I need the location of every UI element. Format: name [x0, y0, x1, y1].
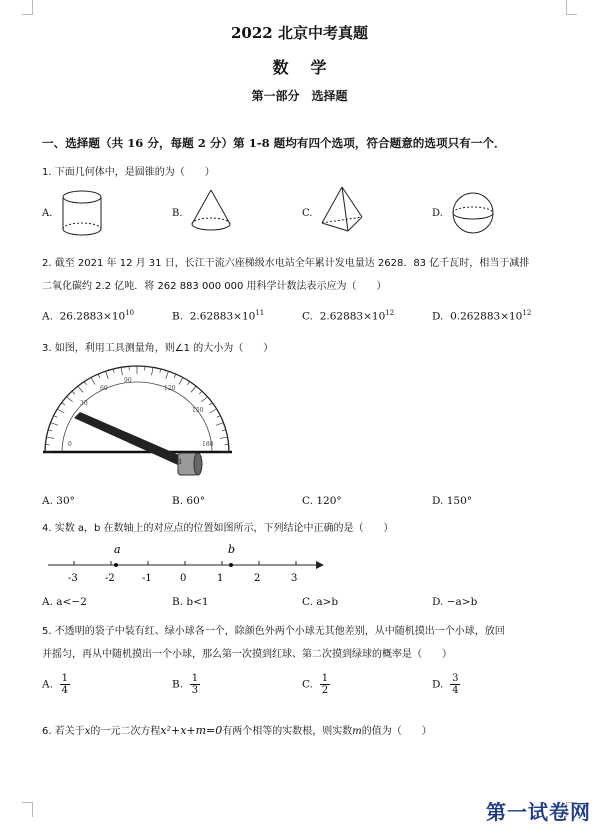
point-a-label: a	[114, 543, 121, 556]
q4-option-a: A. a<−2	[42, 596, 87, 608]
q1-option-d-label: D.	[432, 208, 443, 219]
exam-title: 2022 北京中考真题	[231, 24, 368, 42]
q2-option-d: D. $0.262883\times 10^{12}$	[432, 309, 532, 323]
q1-option-b-label: B.	[172, 208, 183, 219]
protractor-tick	[210, 409, 217, 413]
point-a	[114, 563, 118, 567]
scale-label: 150	[192, 407, 204, 414]
q5-option-b: B. $\frac{1}{3}$	[172, 673, 199, 696]
question-5-stem-line1: 5. 不透明的袋子中装有红、绿小球各一个，除颜色外两个小球无其他差别，从中随机摸出一个小球，放回	[42, 626, 505, 637]
protractor-tick	[166, 371, 169, 379]
cone-icon	[188, 188, 234, 236]
scale-label: 180	[202, 441, 214, 448]
question-4-stem: 4. 实数 a，b 在数轴上的对应点的位置如图所示，下列结论中正确的是（ ）	[42, 523, 394, 534]
q3-option-b: B. 60°	[172, 495, 206, 507]
protractor-tick	[220, 437, 228, 438]
protractor-tick	[187, 382, 189, 385]
q3-option-d: D. 150°	[432, 495, 473, 507]
question-6-stem: 6. 若关于x的一元二次方程x²+x+m=0有两个相等的实数根，则实数m的值为（ ）	[42, 724, 432, 737]
part-title: 第一部分 选择题	[251, 89, 348, 103]
protractor-tick	[91, 378, 95, 385]
watermark-logo: 第一试卷网	[486, 800, 591, 824]
protractor-tick	[51, 423, 59, 426]
q3-option-a: A. 30°	[42, 495, 75, 507]
tick-label: 2	[254, 573, 261, 584]
subject-title: 数学	[272, 58, 349, 77]
q4-option-c: C. a>b	[302, 596, 339, 608]
cylinder-icon	[60, 188, 104, 240]
tick-label: -2	[105, 573, 115, 584]
q1-option-c-label: C.	[302, 208, 313, 219]
q3-option-c: C. 120°	[302, 495, 342, 507]
protractor-tick	[222, 430, 226, 431]
sphere-icon	[450, 190, 496, 236]
tick-label: 1	[217, 573, 224, 584]
protractor-tick	[78, 386, 83, 392]
protractor-tick	[57, 409, 64, 413]
tick-label: -3	[68, 573, 78, 584]
q2-option-a: A. $26.2883\times 10^{10}$	[42, 309, 135, 323]
corner-mark	[22, 802, 33, 817]
question-3-stem: 3. 如图，利用工具测量角，则∠1 的大小为（ ）	[42, 343, 274, 354]
protractor-tick	[217, 416, 221, 418]
q2-option-b: B. $2.62883\times 10^{11}$	[172, 309, 265, 323]
question-2-stem-line2: 二氧化碳约 2.2 亿吨．将 262 883 000 000 用科学计数法表示应为（ ）	[42, 281, 387, 292]
protractor-tick	[48, 430, 52, 431]
point-b	[229, 563, 233, 567]
angle-1-mark: 1	[178, 458, 183, 466]
number-line	[44, 540, 334, 588]
tick-label: 3	[291, 573, 298, 584]
scale-label: 60	[100, 385, 108, 392]
section-heading: 一、选择题（共 16 分，每题 2 分）第 1-8 题均有四个选项，符合题意的选项只有一个．	[42, 136, 506, 150]
protractor-figure	[40, 360, 240, 488]
pyramid-icon	[318, 185, 366, 235]
q5-option-d: D. $\frac{3}{4}$	[432, 673, 459, 696]
protractor-tick	[46, 437, 54, 438]
protractor-tick	[152, 367, 153, 375]
protractor-tick	[72, 391, 75, 394]
protractor-tick	[121, 367, 122, 375]
q5-option-a: A. $\frac{1}{4}$	[42, 673, 68, 696]
question-2-stem-line1: 2. 截至 2021 年 12 月 31 日，长江干流六座梯级水电站全年累计发电量达 2628．83 亿千瓦时，相当于减排	[42, 258, 530, 269]
scale-label: 30	[80, 400, 88, 407]
q4-option-d: D. −a>b	[432, 596, 478, 608]
protractor-tick	[209, 403, 212, 405]
scale-label: 0	[68, 441, 72, 448]
point-b-label: b	[228, 543, 236, 556]
scale-label: 90	[124, 377, 132, 384]
scale-label: 120	[164, 385, 176, 392]
q1-option-a-label: A.	[42, 208, 53, 219]
q2-option-c: C. $2.62883\times 10^{12}$	[302, 309, 395, 323]
question-1-stem: 1. 下面几何体中，是圆锥的为（ ）	[42, 167, 215, 178]
protractor-tick	[62, 403, 65, 405]
tick-label: 0	[180, 573, 187, 584]
protractor-tick	[98, 374, 100, 378]
protractor-tick	[84, 382, 86, 385]
protractor-tick	[201, 397, 207, 402]
q4-option-b: B. b<1	[172, 596, 209, 608]
protractor-tick	[67, 397, 73, 402]
protractor-tick	[216, 423, 224, 426]
protractor-tick	[179, 378, 183, 385]
protractor-tick	[113, 369, 114, 373]
corner-mark	[566, 0, 577, 15]
protractor-tick	[160, 369, 161, 373]
protractor-tick	[54, 416, 58, 418]
q5-option-c: C. $\frac{1}{2}$	[302, 673, 329, 696]
protractor-tick	[174, 374, 176, 378]
protractor-tick	[191, 386, 196, 392]
corner-mark	[22, 0, 33, 15]
protractor-tick	[199, 391, 202, 394]
tick-label: -1	[142, 573, 152, 584]
question-5-stem-line2: 并摇匀，再从中随机摸出一个小球，那么第一次摸到红球、第二次摸到绿球的概率是（ ）	[42, 649, 452, 660]
protractor-tick	[106, 371, 109, 379]
